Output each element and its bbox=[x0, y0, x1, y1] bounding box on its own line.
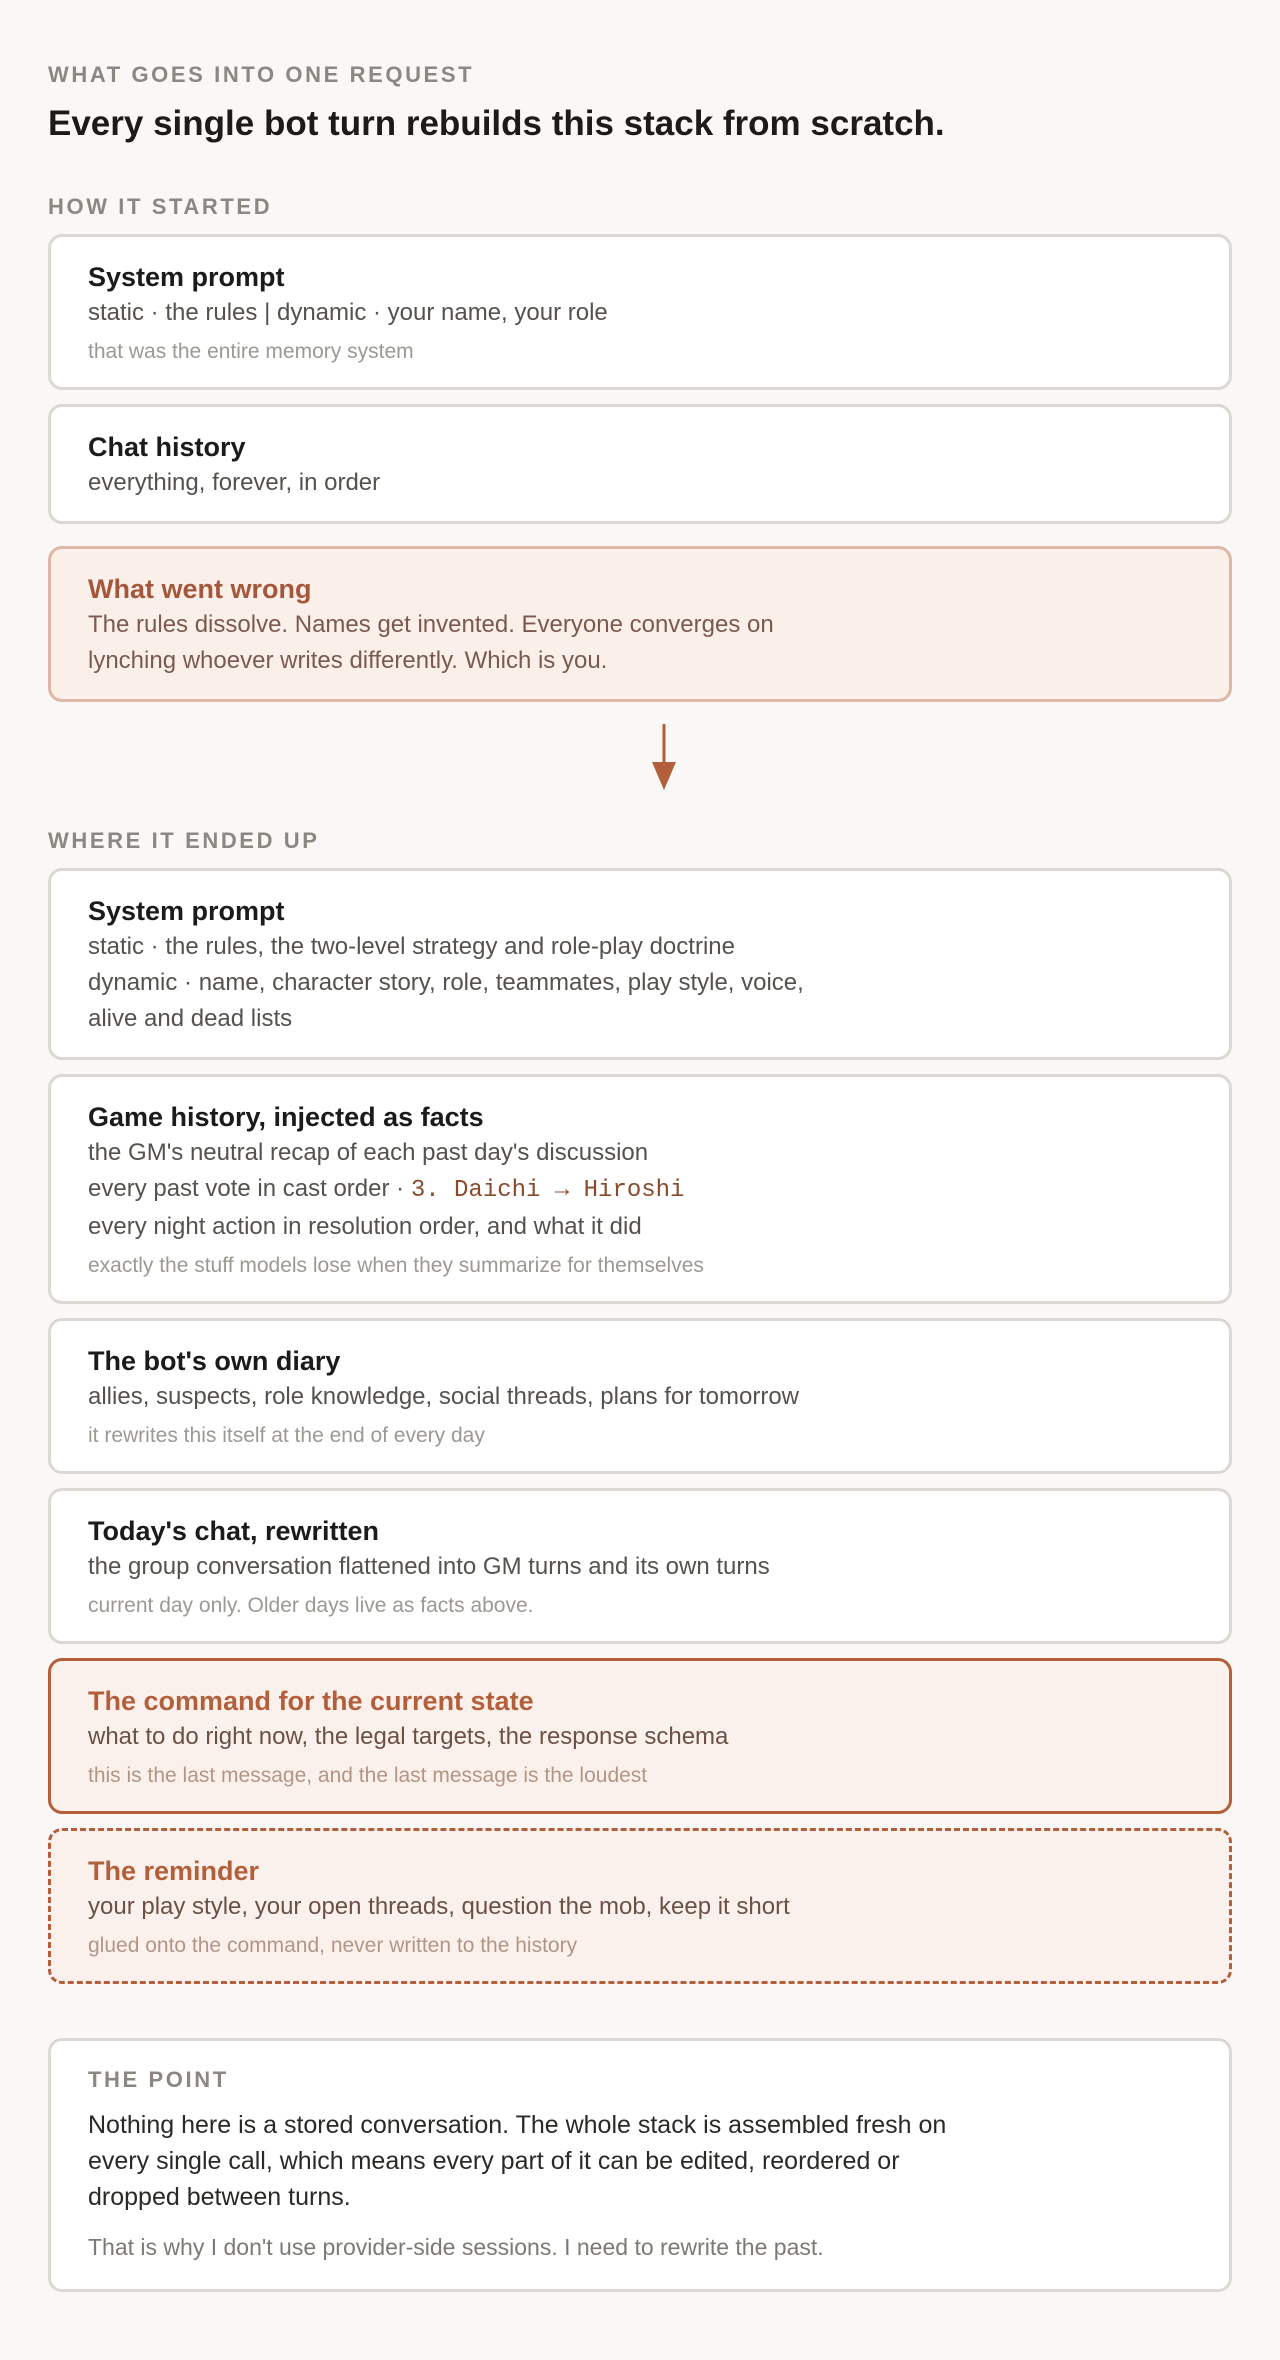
card-line: every night action in resolution order, and what it did bbox=[88, 1213, 642, 1240]
card-line: The rules dissolve. Names get invented. Everyone converges on bbox=[88, 611, 774, 638]
card-game-history bbox=[48, 1074, 1232, 1304]
card-system-prompt-after bbox=[48, 868, 1232, 1060]
card-note: it rewrites this itself at the end of every day bbox=[88, 1424, 485, 1447]
card-bot-diary bbox=[48, 1318, 1232, 1474]
card-note: exactly the stuff models lose when they summarize for themselves bbox=[88, 1254, 704, 1277]
card-title: The reminder bbox=[88, 1856, 260, 1886]
card-title: Today's chat, rewritten bbox=[88, 1516, 379, 1546]
card-line bbox=[88, 1171, 1192, 1209]
card-line: alive and dead lists bbox=[88, 1005, 293, 1032]
header-eyebrow: WHAT GOES INTO ONE REQUEST bbox=[48, 62, 475, 87]
transition-arrow bbox=[48, 702, 1232, 822]
card-title: The command for the current state bbox=[88, 1686, 534, 1716]
arrow-down-icon bbox=[640, 722, 688, 794]
card-line: everything, forever, in order bbox=[88, 469, 381, 496]
card-title: System prompt bbox=[88, 262, 285, 292]
card-line: allies, suspects, role knowledge, social threads, plans for tomorrow bbox=[88, 1383, 799, 1410]
card-line: static · the rules | dynamic · your name, your role bbox=[88, 299, 608, 326]
card-command bbox=[48, 1658, 1232, 1814]
card-chat-history bbox=[48, 404, 1232, 524]
card-line: your play style, your open threads, question the mob, keep it short bbox=[88, 1893, 790, 1920]
point-footnote: That is why I don't use provider-side sessions. I need to rewrite the past. bbox=[88, 2234, 824, 2260]
card-line: dynamic · name, character story, role, teammates, play style, voice, bbox=[88, 969, 804, 996]
card-title: Chat history bbox=[88, 432, 246, 462]
card-note: current day only. Older days live as facts above. bbox=[88, 1594, 534, 1617]
vote-prefix: every past vote in cast order · bbox=[88, 1175, 411, 1202]
card-title: What went wrong bbox=[88, 574, 312, 604]
card-what-went-wrong bbox=[48, 546, 1232, 702]
point-label: THE POINT bbox=[88, 2067, 229, 2092]
card-title: Game history, injected as facts bbox=[88, 1102, 484, 1132]
point-body: Nothing here is a stored conversation. The whole stack is assembled fresh on every single call, which means every part of it can be edited, reordered or dropped between turns. bbox=[88, 2111, 947, 2211]
card-line: lynching whoever writes differently. Which is you. bbox=[88, 647, 608, 674]
card-line: static · the rules, the two-level strategy and role-play doctrine bbox=[88, 933, 735, 960]
card-the-point bbox=[48, 2038, 1232, 2292]
vote-example-code: 3. Daichi → Hiroshi bbox=[410, 1177, 685, 1204]
card-todays-chat bbox=[48, 1488, 1232, 1644]
card-note: glued onto the command, never written to the history bbox=[88, 1934, 578, 1957]
card-system-prompt-before bbox=[48, 234, 1232, 390]
card-note: this is the last message, and the last message is the loudest bbox=[88, 1764, 648, 1787]
card-reminder bbox=[48, 1828, 1232, 1984]
page-title: Every single bot turn rebuilds this stack from scratch. bbox=[48, 104, 945, 143]
card-line: what to do right now, the legal targets, the response schema bbox=[88, 1723, 729, 1750]
section-label-before: HOW IT STARTED bbox=[48, 194, 273, 219]
card-title: The bot's own diary bbox=[88, 1346, 341, 1376]
card-line: the GM's neutral recap of each past day's discussion bbox=[88, 1139, 649, 1166]
section-label-after: WHERE IT ENDED UP bbox=[48, 828, 320, 853]
card-line: the group conversation flattened into GM turns and its own turns bbox=[88, 1553, 770, 1580]
card-title: System prompt bbox=[88, 896, 285, 926]
card-note: that was the entire memory system bbox=[88, 340, 414, 363]
